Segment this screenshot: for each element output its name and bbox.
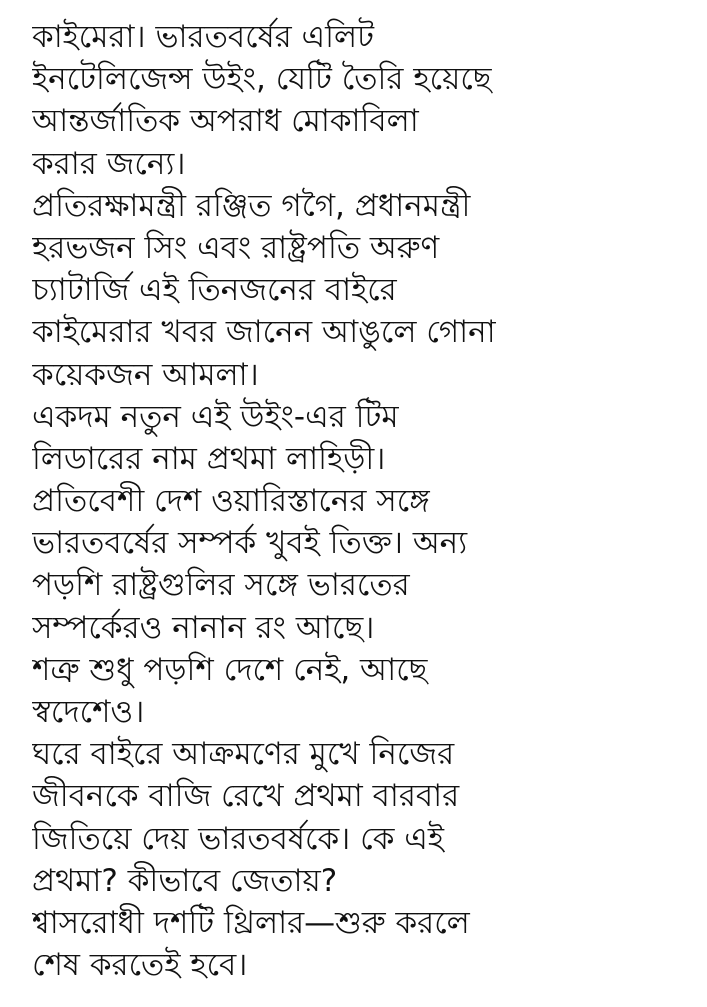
text-line: সম্পর্কেরও নানান রং আছে। (32, 609, 375, 646)
text-line: চ্যাটার্জি এই তিনজনের বাইরে (32, 272, 397, 309)
text-line: করার জন্যে। (32, 145, 186, 182)
text-line: ইনটেলিজেন্স উইং, যেটি তৈরি হয়েছে (32, 61, 492, 98)
text-line: শেষ করতেই হবে। (32, 947, 248, 984)
text-line: স্বদেশেও। (32, 694, 145, 730)
text-line: একদম নতুন এই উইং-এর টিম (32, 398, 399, 435)
text-line: জীবনকে বাজি রেখে প্রথমা বারবার (32, 778, 460, 815)
text-line: কাইমেরার খবর জানেন আঙুলে গোনা (32, 314, 496, 351)
text-line: ভারতবর্ষের সম্পর্ক খুবই তিক্ত। অন্য (32, 525, 468, 562)
text-line: শত্রু শুধু পড়শি দেশে নেই, আছে (32, 651, 428, 688)
text-line: আন্তর্জাতিক অপরাধ মোকাবিলা (32, 103, 419, 140)
text-line: কাইমেরা। ভারতবর্ষের এলিট (32, 19, 375, 55)
text-line: হরভজন সিং এবং রাষ্ট্রপতি অরুণ (32, 229, 440, 266)
text-line: কয়েকজন আমলা। (32, 356, 259, 393)
text-line: লিডারের নাম প্রথমা লাহিড়ী। (32, 440, 386, 477)
text-line: প্রতিরক্ষামন্ত্রী রঞ্জিত গগৈ, প্রধানমন্ত্রী (32, 187, 471, 224)
text-line: ঘরে বাইরে আক্রমণের মুখে নিজের (32, 736, 455, 773)
text-line: জিতিয়ে দেয় ভারতবর্ষকে। কে এই (32, 820, 444, 857)
text-line: পড়শি রাষ্ট্রগুলির সঙ্গে ভারতের (32, 567, 410, 604)
blurb-text (32, 16, 692, 986)
text-line: প্রথমা? কীভাবে জেতায়? (32, 862, 338, 899)
text-line: শ্বাসরোধী দশটি থ্রিলার—শুরু করলে (32, 904, 470, 941)
text-line: প্রতিবেশী দেশ ওয়ারিস্তানের সঙ্গে (32, 483, 430, 520)
